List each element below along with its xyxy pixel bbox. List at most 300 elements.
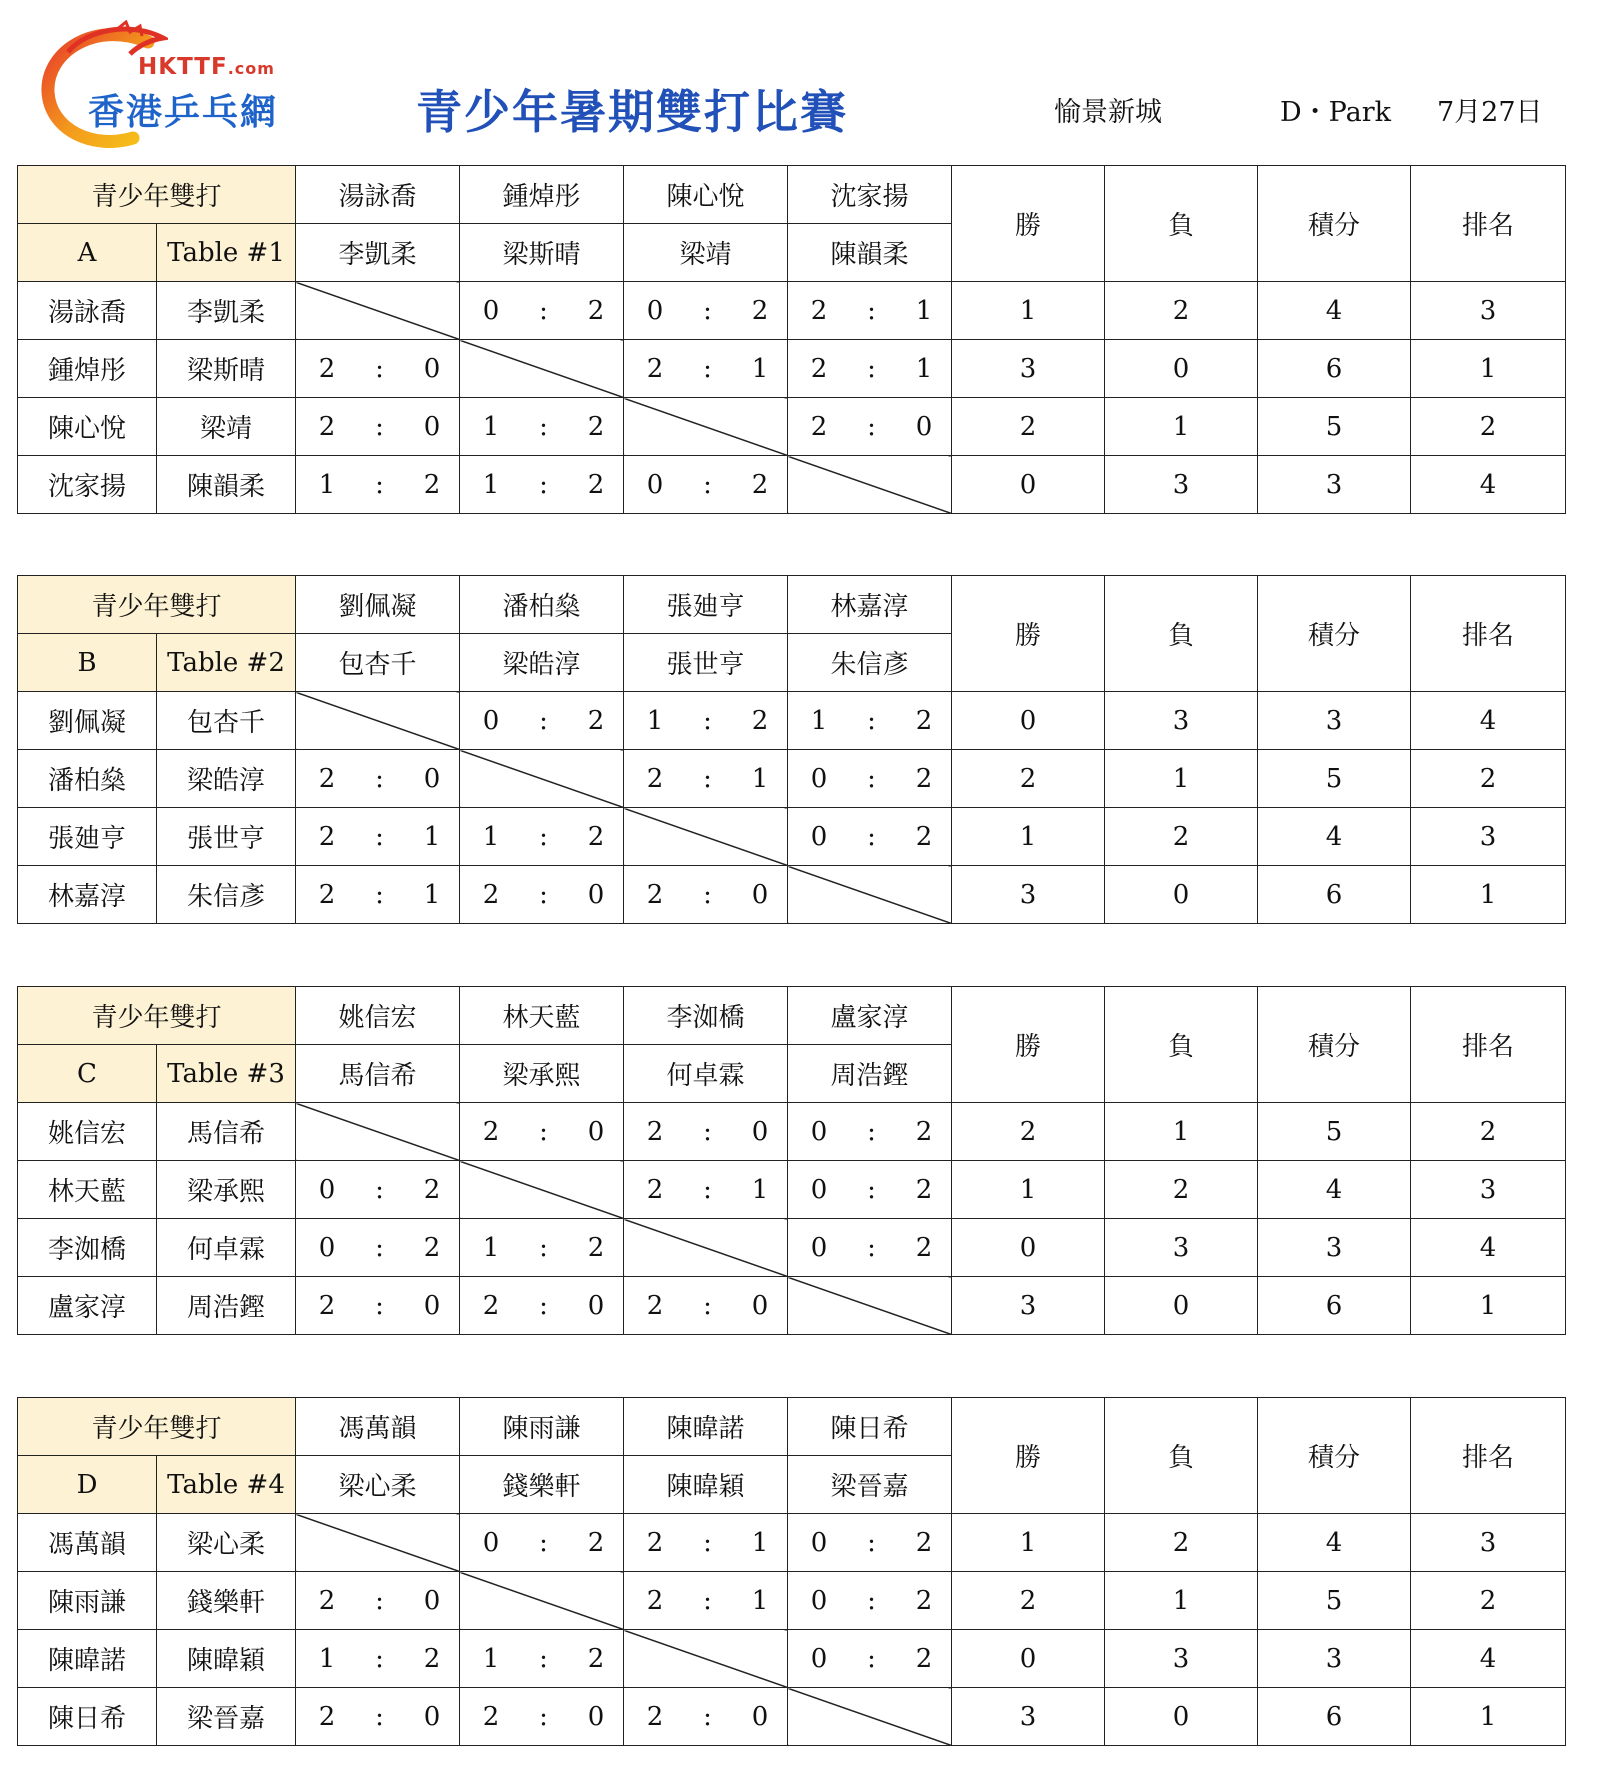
score-against: 1: [423, 821, 441, 852]
score-cell: [788, 340, 952, 398]
score-cell: [296, 1161, 460, 1219]
self-match-cell: [624, 808, 788, 866]
score-for: 0: [810, 1585, 828, 1616]
points-value: 6: [1258, 1277, 1411, 1335]
score-for: 1: [482, 411, 500, 442]
column-player-2: 包杏千: [296, 634, 460, 692]
column-player-1: 馮萬韻: [296, 1398, 460, 1456]
score-against: 0: [751, 879, 769, 910]
score-cell: [296, 1630, 460, 1688]
score-for: 2: [646, 353, 664, 384]
rank-value: 1: [1411, 866, 1566, 924]
losses-value: 0: [1105, 1688, 1258, 1746]
score-separator: :: [375, 411, 384, 442]
score-cell: [788, 750, 952, 808]
points-value: 3: [1258, 692, 1411, 750]
table-row: [18, 866, 1566, 924]
score-separator: :: [703, 1701, 712, 1732]
rank-value: 1: [1411, 340, 1566, 398]
column-player-2: 李凱柔: [296, 224, 460, 282]
score-against: 2: [915, 763, 933, 794]
score-against: 2: [423, 469, 441, 500]
score-against: 0: [751, 1290, 769, 1321]
losses-header: 負: [1105, 576, 1258, 692]
row-player-1: 馮萬韻: [18, 1514, 157, 1572]
event-label: 青少年雙打: [18, 1398, 296, 1456]
score-against: 0: [751, 1701, 769, 1732]
score-cell: [624, 282, 788, 340]
wins-value: 2: [952, 398, 1105, 456]
losses-value: 3: [1105, 1630, 1258, 1688]
score-cell: [788, 282, 952, 340]
round-robin-table: [17, 575, 1566, 924]
table-row: [18, 1277, 1566, 1335]
score-for: 1: [810, 705, 828, 736]
score-against: 2: [915, 1232, 933, 1263]
self-match-cell: [788, 1277, 952, 1335]
park-label: D・Park: [1280, 97, 1391, 128]
points-value: 4: [1258, 1514, 1411, 1572]
score-separator: :: [539, 821, 548, 852]
score-for: 2: [318, 1290, 336, 1321]
points-value: 5: [1258, 750, 1411, 808]
row-player-1: 陳心悅: [18, 398, 157, 456]
wins-value: 0: [952, 692, 1105, 750]
score-for: 0: [646, 295, 664, 326]
page-title: 青少年暑期雙打比賽: [416, 85, 848, 139]
row-player-2: 陳韻柔: [157, 456, 296, 514]
row-player-1: 李洳橋: [18, 1219, 157, 1277]
self-match-cell: [624, 1219, 788, 1277]
losses-value: 2: [1105, 1161, 1258, 1219]
row-player-2: 梁晉嘉: [157, 1688, 296, 1746]
group-b-section: [17, 575, 1565, 924]
row-player-2: 梁皓淳: [157, 750, 296, 808]
row-player-1: 陳雨謙: [18, 1572, 157, 1630]
score-separator: :: [539, 295, 548, 326]
rank-header: 排名: [1411, 987, 1566, 1103]
losses-header: 負: [1105, 1398, 1258, 1514]
rank-value: 3: [1411, 1514, 1566, 1572]
score-cell: [788, 692, 952, 750]
losses-value: 2: [1105, 808, 1258, 866]
score-cell: [788, 1161, 952, 1219]
score-against: 1: [751, 1527, 769, 1558]
points-header: 積分: [1258, 576, 1411, 692]
row-player-2: 梁斯晴: [157, 340, 296, 398]
score-separator: :: [375, 1585, 384, 1616]
group-a-section: [17, 165, 1565, 514]
losses-value: 1: [1105, 398, 1258, 456]
column-player-2: 錢樂軒: [460, 1456, 624, 1514]
score-against: 2: [587, 821, 605, 852]
score-against: 2: [587, 705, 605, 736]
rank-value: 2: [1411, 398, 1566, 456]
wins-value: 2: [952, 750, 1105, 808]
score-separator: :: [539, 1116, 548, 1147]
column-player-1: 潘柏燊: [460, 576, 624, 634]
table-row: [18, 456, 1566, 514]
rank-value: 2: [1411, 1103, 1566, 1161]
wins-header: 勝: [952, 576, 1105, 692]
score-cell: [624, 866, 788, 924]
table-row: [18, 808, 1566, 866]
score-cell: [624, 1161, 788, 1219]
row-player-2: 周浩鏗: [157, 1277, 296, 1335]
column-player-1: 陳心悅: [624, 166, 788, 224]
score-cell: [460, 808, 624, 866]
score-against: 1: [751, 763, 769, 794]
wins-header: 勝: [952, 166, 1105, 282]
column-player-1: 陳日希: [788, 1398, 952, 1456]
score-for: 1: [482, 1643, 500, 1674]
table-number: Table #4: [157, 1456, 296, 1514]
score-against: 0: [587, 1701, 605, 1732]
score-separator: :: [703, 1116, 712, 1147]
score-against: 0: [587, 1290, 605, 1321]
score-cell: [460, 692, 624, 750]
losses-value: 0: [1105, 1277, 1258, 1335]
score-against: 0: [423, 763, 441, 794]
column-player-1: 張廸亨: [624, 576, 788, 634]
score-against: 2: [915, 1643, 933, 1674]
score-cell: [296, 808, 460, 866]
score-for: 0: [318, 1232, 336, 1263]
rank-value: 2: [1411, 1572, 1566, 1630]
score-for: 2: [646, 1701, 664, 1732]
losses-value: 1: [1105, 1572, 1258, 1630]
score-cell: [788, 1103, 952, 1161]
venue-label: 愉景新城: [1054, 97, 1162, 128]
column-player-1: 劉佩凝: [296, 576, 460, 634]
column-player-2: 梁晉嘉: [788, 1456, 952, 1514]
score-cell: [624, 1572, 788, 1630]
wins-header: 勝: [952, 1398, 1105, 1514]
points-value: 3: [1258, 456, 1411, 514]
column-player-1: 湯詠喬: [296, 166, 460, 224]
score-separator: :: [703, 1290, 712, 1321]
self-match-cell: [624, 1630, 788, 1688]
row-player-2: 李凱柔: [157, 282, 296, 340]
score-for: 2: [810, 411, 828, 442]
points-value: 5: [1258, 1572, 1411, 1630]
score-against: 1: [915, 353, 933, 384]
self-match-cell: [460, 750, 624, 808]
losses-value: 3: [1105, 456, 1258, 514]
wins-value: 1: [952, 1514, 1105, 1572]
score-for: 0: [646, 469, 664, 500]
table-number: Table #2: [157, 634, 296, 692]
score-for: 1: [318, 469, 336, 500]
score-for: 1: [318, 1643, 336, 1674]
points-value: 5: [1258, 398, 1411, 456]
score-against: 1: [751, 353, 769, 384]
score-against: 0: [423, 411, 441, 442]
row-player-1: 林天藍: [18, 1161, 157, 1219]
row-player-2: 何卓霖: [157, 1219, 296, 1277]
score-separator: :: [375, 879, 384, 910]
score-for: 2: [646, 1174, 664, 1205]
score-cell: [788, 808, 952, 866]
self-match-cell: [460, 340, 624, 398]
losses-value: 2: [1105, 282, 1258, 340]
score-separator: :: [375, 1643, 384, 1674]
rank-value: 4: [1411, 1219, 1566, 1277]
column-player-2: 梁心柔: [296, 1456, 460, 1514]
score-cell: [624, 1277, 788, 1335]
points-value: 6: [1258, 340, 1411, 398]
score-for: 0: [810, 1116, 828, 1147]
score-for: 2: [318, 821, 336, 852]
score-against: 2: [751, 295, 769, 326]
score-separator: :: [703, 353, 712, 384]
group-code: B: [18, 634, 157, 692]
score-cell: [296, 398, 460, 456]
wins-value: 2: [952, 1572, 1105, 1630]
score-for: 0: [810, 763, 828, 794]
table-row: [18, 1103, 1566, 1161]
score-separator: :: [867, 1643, 876, 1674]
score-for: 1: [482, 821, 500, 852]
row-player-1: 姚信宏: [18, 1103, 157, 1161]
wins-header: 勝: [952, 987, 1105, 1103]
score-against: 2: [915, 821, 933, 852]
score-separator: :: [539, 879, 548, 910]
column-player-2: 朱信彥: [788, 634, 952, 692]
score-separator: :: [539, 469, 548, 500]
score-against: 2: [423, 1174, 441, 1205]
self-match-cell: [460, 1572, 624, 1630]
score-separator: :: [375, 1232, 384, 1263]
score-cell: [624, 692, 788, 750]
score-against: 0: [423, 1701, 441, 1732]
score-for: 2: [646, 1585, 664, 1616]
row-player-1: 陳暐諾: [18, 1630, 157, 1688]
score-cell: [624, 1688, 788, 1746]
score-for: 2: [318, 411, 336, 442]
round-robin-table: [17, 165, 1566, 514]
score-for: 2: [318, 353, 336, 384]
column-player-2: 梁皓淳: [460, 634, 624, 692]
points-value: 6: [1258, 866, 1411, 924]
score-for: 2: [318, 879, 336, 910]
column-player-1: 陳雨謙: [460, 1398, 624, 1456]
column-player-2: 梁斯晴: [460, 224, 624, 282]
hkttf-logo: [38, 12, 298, 147]
table-row: [18, 282, 1566, 340]
wins-value: 3: [952, 340, 1105, 398]
group-code: C: [18, 1045, 157, 1103]
score-for: 2: [810, 295, 828, 326]
column-player-1: 林嘉淳: [788, 576, 952, 634]
losses-value: 1: [1105, 750, 1258, 808]
self-match-cell: [460, 1161, 624, 1219]
score-cell: [460, 866, 624, 924]
table-row: [18, 1514, 1566, 1572]
table-row: [18, 340, 1566, 398]
score-separator: :: [375, 821, 384, 852]
score-cell: [624, 340, 788, 398]
score-against: 0: [915, 411, 933, 442]
score-against: 2: [423, 1643, 441, 1674]
wins-value: 1: [952, 282, 1105, 340]
score-against: 2: [587, 469, 605, 500]
points-value: 5: [1258, 1103, 1411, 1161]
score-against: 0: [751, 1116, 769, 1147]
score-against: 2: [751, 469, 769, 500]
score-separator: :: [703, 705, 712, 736]
wins-value: 0: [952, 456, 1105, 514]
score-separator: :: [375, 1174, 384, 1205]
points-value: 4: [1258, 808, 1411, 866]
score-for: 0: [810, 1174, 828, 1205]
score-for: 2: [482, 1701, 500, 1732]
score-for: 2: [482, 1116, 500, 1147]
score-against: 1: [423, 879, 441, 910]
score-for: 0: [482, 705, 500, 736]
column-player-2: 梁承熙: [460, 1045, 624, 1103]
column-player-2: 張世亨: [624, 634, 788, 692]
score-for: 2: [646, 1527, 664, 1558]
score-for: 0: [810, 1232, 828, 1263]
row-player-2: 梁承熙: [157, 1161, 296, 1219]
score-against: 0: [423, 1585, 441, 1616]
row-player-2: 梁心柔: [157, 1514, 296, 1572]
score-separator: :: [867, 295, 876, 326]
row-player-1: 劉佩凝: [18, 692, 157, 750]
score-cell: [296, 1688, 460, 1746]
score-for: 1: [646, 705, 664, 736]
score-against: 1: [751, 1585, 769, 1616]
score-for: 1: [482, 469, 500, 500]
score-separator: :: [375, 1701, 384, 1732]
column-player-2: 梁靖: [624, 224, 788, 282]
score-for: 1: [482, 1232, 500, 1263]
row-player-1: 陳日希: [18, 1688, 157, 1746]
column-player-2: 周浩鏗: [788, 1045, 952, 1103]
table-row: [18, 692, 1566, 750]
score-cell: [788, 1630, 952, 1688]
score-against: 2: [423, 1232, 441, 1263]
points-header: 積分: [1258, 166, 1411, 282]
score-for: 0: [318, 1174, 336, 1205]
score-for: 0: [810, 1643, 828, 1674]
score-separator: :: [539, 1290, 548, 1321]
self-match-cell: [296, 1103, 460, 1161]
score-separator: :: [867, 1585, 876, 1616]
score-against: 2: [915, 1174, 933, 1205]
score-separator: :: [703, 295, 712, 326]
score-cell: [624, 1514, 788, 1572]
date-label: 7月27日: [1437, 97, 1543, 128]
score-cell: [296, 340, 460, 398]
row-player-2: 梁靖: [157, 398, 296, 456]
row-player-1: 張廸亨: [18, 808, 157, 866]
losses-value: 1: [1105, 1103, 1258, 1161]
rank-value: 1: [1411, 1277, 1566, 1335]
score-cell: [624, 456, 788, 514]
table-row: [18, 1572, 1566, 1630]
rank-value: 2: [1411, 750, 1566, 808]
score-against: 2: [587, 1643, 605, 1674]
wins-value: 0: [952, 1219, 1105, 1277]
points-value: 3: [1258, 1630, 1411, 1688]
logo-brand-text: HKTTF.com: [138, 54, 275, 80]
score-separator: :: [867, 353, 876, 384]
rank-value: 1: [1411, 1688, 1566, 1746]
column-player-1: 陳暐諾: [624, 1398, 788, 1456]
column-player-1: 鍾焯彤: [460, 166, 624, 224]
score-separator: :: [703, 763, 712, 794]
column-player-1: 盧家淳: [788, 987, 952, 1045]
event-label: 青少年雙打: [18, 166, 296, 224]
rank-value: 4: [1411, 456, 1566, 514]
losses-value: 3: [1105, 692, 1258, 750]
losses-header: 負: [1105, 166, 1258, 282]
column-player-1: 李洳橋: [624, 987, 788, 1045]
wins-value: 0: [952, 1630, 1105, 1688]
score-cell: [296, 866, 460, 924]
group-d-section: [17, 1397, 1565, 1746]
score-cell: [296, 1219, 460, 1277]
row-player-2: 錢樂軒: [157, 1572, 296, 1630]
losses-value: 2: [1105, 1514, 1258, 1572]
table-number: Table #3: [157, 1045, 296, 1103]
score-for: 2: [646, 1290, 664, 1321]
row-player-1: 潘柏燊: [18, 750, 157, 808]
score-for: 0: [482, 1527, 500, 1558]
rank-value: 4: [1411, 1630, 1566, 1688]
losses-value: 3: [1105, 1219, 1258, 1277]
score-for: 0: [810, 821, 828, 852]
score-cell: [460, 1219, 624, 1277]
score-cell: [788, 1219, 952, 1277]
score-separator: :: [703, 1174, 712, 1205]
score-for: 2: [482, 879, 500, 910]
column-player-2: 馬信希: [296, 1045, 460, 1103]
score-separator: :: [375, 1290, 384, 1321]
row-player-1: 盧家淳: [18, 1277, 157, 1335]
row-player-2: 包杏千: [157, 692, 296, 750]
row-player-1: 沈家揚: [18, 456, 157, 514]
logo-chinese-text: 香港乒乓網: [88, 92, 279, 133]
self-match-cell: [788, 866, 952, 924]
row-player-2: 朱信彥: [157, 866, 296, 924]
wins-value: 1: [952, 1161, 1105, 1219]
self-match-cell: [624, 398, 788, 456]
score-for: 2: [810, 353, 828, 384]
self-match-cell: [296, 1514, 460, 1572]
score-cell: [460, 456, 624, 514]
score-for: 2: [646, 879, 664, 910]
wins-value: 3: [952, 1688, 1105, 1746]
score-against: 2: [915, 1585, 933, 1616]
score-separator: :: [867, 1527, 876, 1558]
score-separator: :: [539, 1527, 548, 1558]
score-cell: [460, 1688, 624, 1746]
points-header: 積分: [1258, 1398, 1411, 1514]
score-for: 0: [482, 295, 500, 326]
score-cell: [460, 1103, 624, 1161]
score-cell: [460, 398, 624, 456]
column-player-2: 陳韻柔: [788, 224, 952, 282]
losses-header: 負: [1105, 987, 1258, 1103]
wins-value: 3: [952, 866, 1105, 924]
score-separator: :: [539, 1643, 548, 1674]
score-cell: [460, 1277, 624, 1335]
score-separator: :: [375, 763, 384, 794]
table-row: [18, 750, 1566, 808]
